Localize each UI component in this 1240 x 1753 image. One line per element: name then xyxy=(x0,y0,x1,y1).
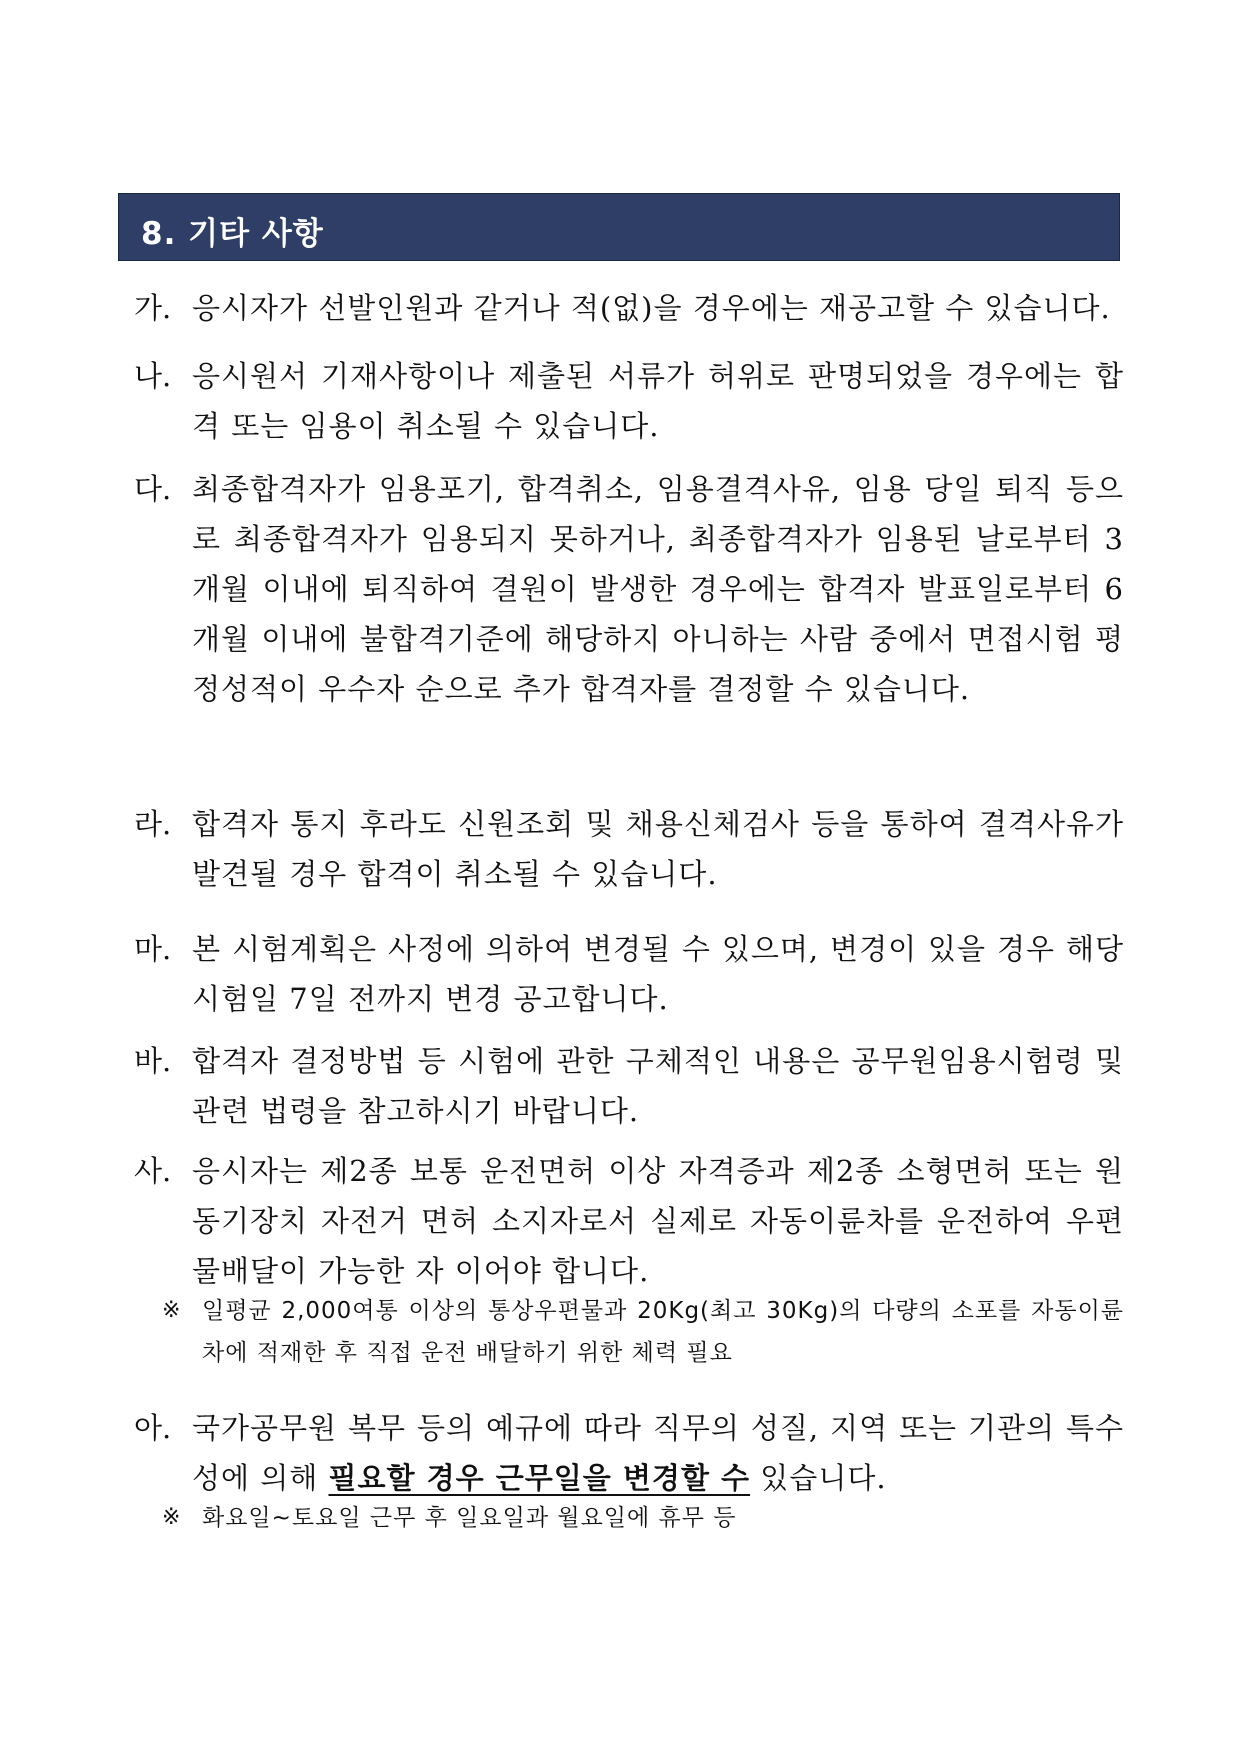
list-marker: 다. xyxy=(134,472,172,506)
list-item-ba xyxy=(134,1036,1124,1136)
section-header xyxy=(118,193,1120,261)
list-marker: 바. xyxy=(134,1044,172,1078)
list-item-ra xyxy=(134,799,1124,899)
list-marker: 아. xyxy=(134,1411,172,1445)
list-item-a xyxy=(134,1403,1124,1503)
list-item-text: 최종합격자가 임용포기, 합격취소, 임용결격사유, 임용 당일 퇴직 등으로 최종합격자가 임용되지 못하거나, 최종합격자가 임용된 날로부터 3개월 이내에 퇴직하여 결원이 발생한 경우에는 합격자 발표일로부터 6개월 이내에 불합격기준에 해당하지 아니하는 사람 중에서 면접시험 평정성적이 우수자 순으로 추가 합격자를 결정할 수 있습니다. xyxy=(192,472,1124,706)
underlined-emphasis: 필요할 경우 근무일을 변경할 수 xyxy=(328,1461,751,1495)
list-item-text: 응시자가 선발인원과 같거나 적(없)을 경우에는 재공고할 수 있습니다. xyxy=(192,291,1111,325)
list-item-text xyxy=(192,1403,1124,1503)
list-item-text-before: 국가공무원 복무 등의 예규에 따라 직무의 성질, 지역 또는 기관의 특수성에 의해 xyxy=(192,1411,1124,1495)
note-schedule xyxy=(162,1497,1124,1539)
note-marker: ※ xyxy=(162,1298,181,1323)
note-text: 화요일~토요일 근무 후 일요일과 월요일에 휴무 등 xyxy=(202,1505,737,1531)
note-stamina xyxy=(162,1290,1124,1374)
section-title: 8. 기타 사항 xyxy=(141,216,324,252)
list-item-text: 응시원서 기재사항이나 제출된 서류가 허위로 판명되었을 경우에는 합격 또는 임용이 취소될 수 있습니다. xyxy=(192,359,1124,443)
list-marker: 나. xyxy=(134,359,172,393)
list-item-text: 본 시험계획은 사정에 의하여 변경될 수 있으며, 변경이 있을 경우 해당시험일 7일 전까지 변경 공고합니다. xyxy=(192,932,1124,1016)
list-marker: 라. xyxy=(134,807,172,841)
note-marker: ※ xyxy=(162,1505,181,1530)
list-item-sa xyxy=(134,1146,1124,1296)
list-item-ga xyxy=(134,283,1124,333)
list-item-text: 합격자 통지 후라도 신원조회 및 채용신체검사 등을 통하여 결격사유가 발견될 경우 합격이 취소될 수 있습니다. xyxy=(192,807,1124,891)
list-marker: 마. xyxy=(134,932,172,966)
list-item-da xyxy=(134,464,1124,714)
list-item-ma xyxy=(134,924,1124,1024)
list-item-text: 합격자 결정방법 등 시험에 관한 구체적인 내용은 공무원임용시험령 및 관련 법령을 참고하시기 바랍니다. xyxy=(192,1044,1124,1128)
list-marker: 가. xyxy=(134,291,172,325)
list-marker: 사. xyxy=(134,1154,172,1188)
list-item-na xyxy=(134,351,1124,451)
list-item-text-after: 있습니다. xyxy=(750,1461,887,1495)
note-text: 일평균 2,000여통 이상의 통상우편물과 20Kg(최고 30Kg)의 다량의 소포를 자동이륜차에 적재한 후 직접 운전 배달하기 위한 체력 필요 xyxy=(202,1298,1124,1366)
list-item-text: 응시자는 제2종 보통 운전면허 이상 자격증과 제2종 소형면허 또는 원동기장치 자전거 면허 소지자로서 실제로 자동이륜차를 운전하여 우편물배달이 가능한 자 이어야 합니다. xyxy=(192,1154,1124,1288)
